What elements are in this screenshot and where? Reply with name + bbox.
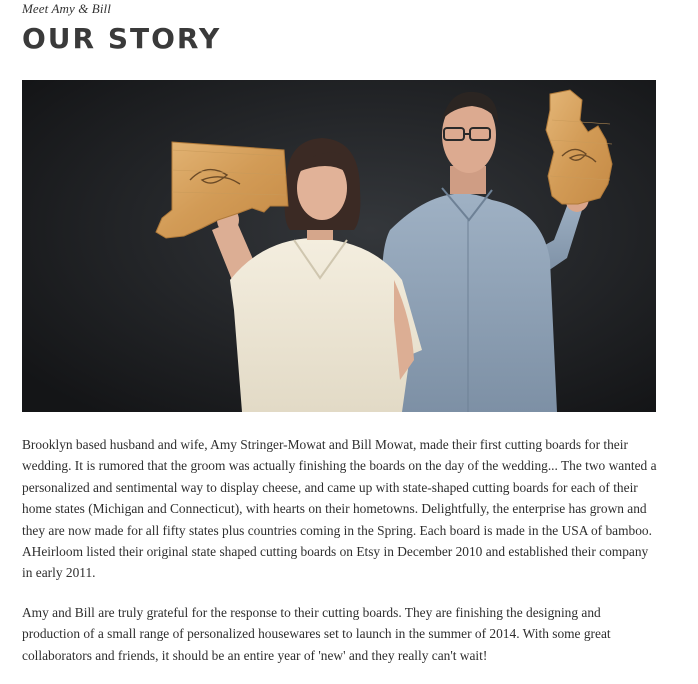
story-paragraph-2: Amy and Bill are truly grateful for the response to their cutting boards. They are finishing the designing and production of a small range of personalized housewares set to launch in the summer of 2014. With some great collaborators and friends, it should be an entire year of 'new' and they really can't wait! (22, 604, 611, 663)
story-paragraph-1: Brooklyn based husband and wife, Amy Stringer-Mowat and Bill Mowat, made their first cutting boards for their wedding. It is rumored that the groom was actually finishing the boards on the day of the wedding... The two wanted a personalized and sentimental way to display cheese, and came up with state-shaped cutting boards for each of their home states (Michigan and Connecticut), with hearts on their hometowns. Delightfully, the enterprise has grown and they are now made for all fifty states plus countries coming in the Spring. Each board is made in the USA of bamboo. AHeirloom listed their original state shaped cutting boards on Etsy in December 2010 and established their company in early 2011. (22, 437, 657, 581)
page-title: OUR STORY (22, 22, 222, 55)
story-body (22, 434, 658, 684)
hero-photo (22, 80, 656, 412)
kicker: Meet Amy & Bill (22, 1, 111, 16)
